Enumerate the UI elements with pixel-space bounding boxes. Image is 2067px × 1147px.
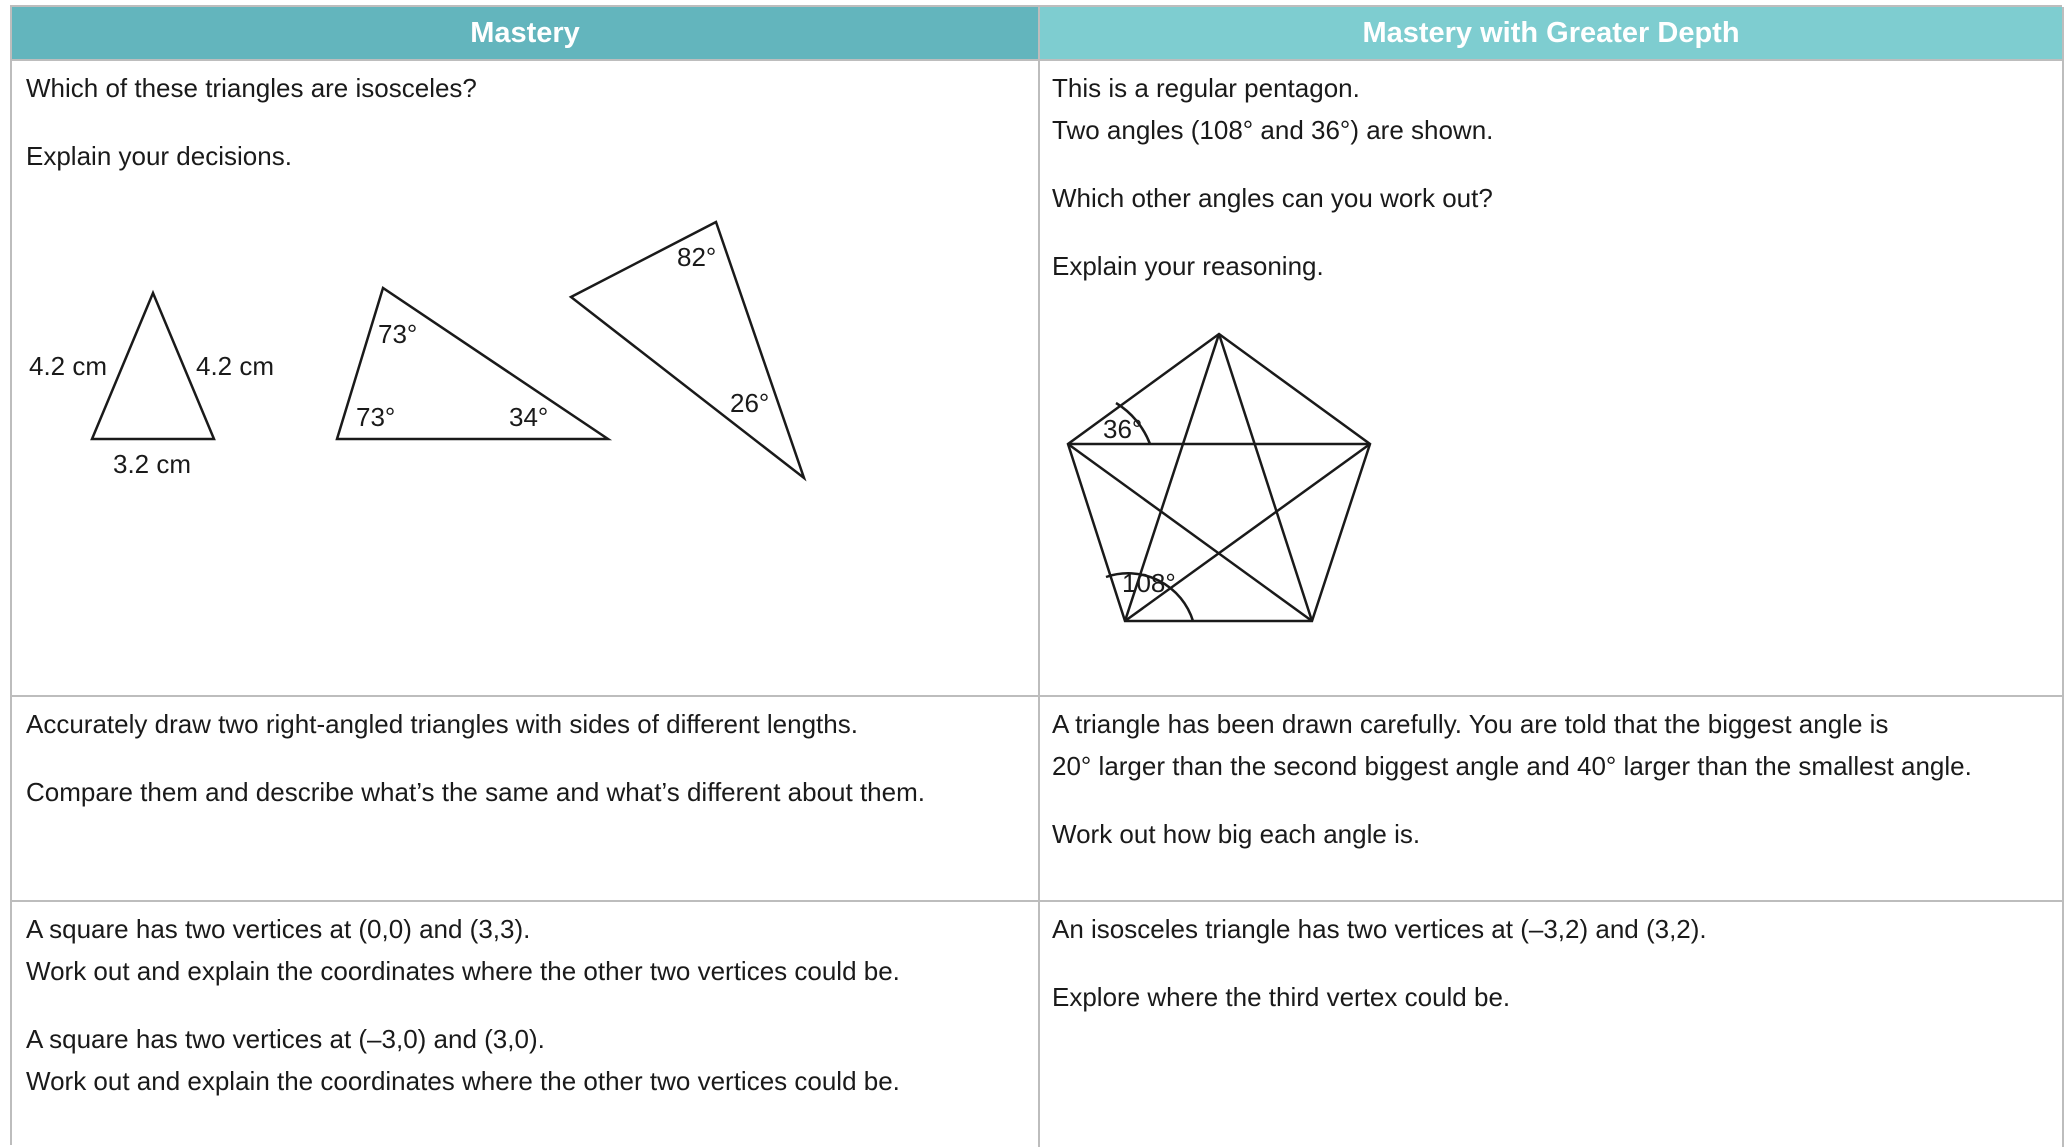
task-text: Work out how big each angle is. [1052,819,1421,849]
right-border [2062,7,2064,1147]
task-text: A square has two vertices at (0,0) and (3,3). [26,914,531,944]
header-divider [12,59,2064,61]
pentagon-figure [1050,320,1390,640]
angle-label: 34° [509,402,549,432]
angle-label: 108° [1122,568,1176,598]
angle-label: 82° [677,242,717,272]
angle-label: 26° [730,388,770,418]
angle-label: 73° [378,319,418,349]
side-label: 4.2 cm [29,351,108,381]
greater-depth-task-3 [1052,908,2042,1018]
task-text: This is a regular pentagon. [1052,73,1360,103]
column-divider [1038,7,1040,1147]
diagonal [1219,334,1312,621]
row-divider-2 [12,900,2064,902]
greater-depth-task-2 [1052,703,2052,855]
task-text: Two angles (108° and 36°) are shown. [1052,115,1494,145]
row-divider-1 [12,695,2064,697]
task-text: An isosceles triangle has two vertices at (–3,2) and (3,2). [1052,914,1707,944]
task-text: Explain your reasoning. [1052,251,1324,281]
mastery-task-1 [26,67,1016,177]
angle-label: 36° [1103,414,1143,444]
diagonal [1068,444,1312,621]
task-text: Which other angles can you work out? [1052,183,1493,213]
mastery-header: Mastery [12,7,1038,59]
task-text: A square has two vertices at (–3,0) and (3,0). [26,1024,545,1054]
mastery-task-2 [26,703,1016,813]
task-text: Work out and explain the coordinates where the other two vertices could be. [26,956,900,986]
greater-depth-header: Mastery with Greater Depth [1040,7,2062,59]
triangles-figure [0,200,850,500]
task-text: Explain your decisions. [26,141,292,171]
mastery-task-3 [26,908,1016,1102]
angle-label: 73° [356,402,396,432]
greater-depth-task-1 [1052,67,2042,287]
base-label: 3.2 cm [113,449,192,479]
side-label: 4.2 cm [196,351,275,381]
task-text: Explore where the third vertex could be. [1052,982,1511,1012]
task-text: Compare them and describe what’s the same and what’s different about them. [26,777,925,807]
task-text: Which of these triangles are isosceles? [26,73,477,103]
task-text: Accurately draw two right-angled triangles with sides of different lengths. [26,709,858,739]
task-text: Work out and explain the coordinates where the other two vertices could be. [26,1066,900,1096]
task-text: 20° larger than the second biggest angle and 40° larger than the smallest angle. [1052,751,1972,781]
task-text: A triangle has been drawn carefully. You are told that the biggest angle is [1052,709,1889,739]
